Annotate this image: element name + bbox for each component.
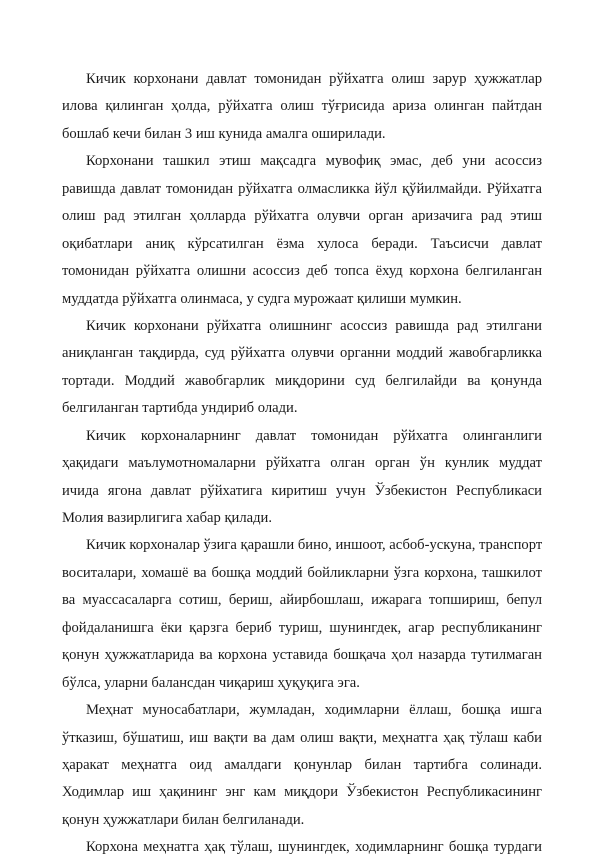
text-line: Молия вазирлигига хабар қилади. [62, 510, 272, 526]
text-line: белгиланган тартибда ундириб олади. [62, 400, 298, 417]
text-line: бошлаб кечи билан 3 иш кунида амалга оширилади. [62, 125, 386, 142]
text-line: Корхона меҳнатга ҳақ тўлаш, шунингдек, ходимларнинг бошқа турдаги [86, 839, 542, 856]
text-line: Ходимлар иш ҳақининг энг кам миқдори Ўзбекистон Республикасининг [62, 784, 542, 801]
text-line: ҳаракат меҳнатга оид амалдаги қонунлар билан тартибга солинади. [62, 756, 542, 773]
text-line: қонун ҳужжатларида ва корхона уставида бошқача ҳол назарда тутилмаган [62, 647, 542, 664]
text-line: бўлса, уларни балансдан чиқариш ҳуқуқига эга. [62, 674, 360, 691]
text-line: Кичик корхонани рўйхатга олишнинг асоссиз равишда рад этилгани [86, 317, 542, 334]
text-line: ўтказиш, бўшатиш, иш вақти ва дам олиш вақти, меҳнатга ҳақ тўлаш каби [62, 729, 542, 746]
paragraph-3 [62, 313, 542, 423]
text-line: аниқланган тақдирда, суд рўйхатга олувчи органни моддий жавобгарликка [62, 345, 542, 362]
text-line: воситалари, хомашё ва бошқа моддий бойликларни ўзга корхона, ташкилот [62, 564, 542, 581]
paragraph-4 [62, 423, 542, 533]
text-line: илова қилинган ҳолда, рўйхатга олиш тўғрисида ариза олинган пайтдан [62, 98, 542, 115]
text-line: ичида ягона давлат рўйхатига киритиш учун Ўзбекистон Республикаси [62, 482, 542, 499]
text-line: тортади. Моддий жавобгарлик миқдорини суд белгилайди ва қонунда [62, 372, 542, 389]
text-line: оқибатлари аниқ кўрсатилган ёзма хулоса беради. Таъсисчи давлат [62, 235, 542, 252]
text-line: Корхонани ташкил этиш мақсадга мувофиқ эмас, деб уни асоссиз [86, 153, 542, 170]
text-line: Кичик корхоналар ўзига қарашли бино, иншоот, асбоб-ускуна, транспорт [86, 537, 542, 554]
text-line: фойдаланишга ёки қарзга бериб туриш, шунингдек, агар республиканинг [62, 619, 542, 636]
text-line: олиш рад этилган ҳолларда рўйхатга олувчи орган аризачига рад этиш [62, 208, 542, 225]
text-line: Кичик корхоналарнинг давлат томонидан рўйхатга олинганлиги [86, 427, 542, 444]
text-line: томонидан рўйхатга олишни асоссиз деб топса ёхуд корхона белгиланган [62, 263, 542, 280]
text-line: ва муассасаларга сотиш, бериш, айирбошлаш, ижарага топшириш, бепул [62, 592, 542, 609]
paragraph-7 [62, 834, 542, 861]
paragraph-2 [62, 148, 542, 313]
paragraph-5 [62, 532, 542, 697]
text-line: равишда давлат томонидан рўйхатга олмасликка йўл қўйилмайди. Рўйхатга [62, 180, 542, 197]
text-line: Кичик корхонани давлат томонидан рўйхатга олиш зарур ҳужжатлар [86, 71, 542, 87]
text-line: ҳақидаги маълумотномаларни рўйхатга олган орган ўн кунлик муддат [62, 455, 542, 472]
document-body [62, 66, 542, 862]
text-line: Меҳнат муносабатлари, жумладан, ходимларни ёллаш, бошқа ишга [86, 702, 542, 719]
text-line: қонун ҳужжатлари билан белгиланади. [62, 811, 305, 828]
text-line: муддатда рўйхатга олинмаса, у судга мурожаат қилиши мумкин. [62, 290, 462, 307]
paragraph-1 [62, 66, 542, 148]
paragraph-6 [62, 697, 542, 834]
